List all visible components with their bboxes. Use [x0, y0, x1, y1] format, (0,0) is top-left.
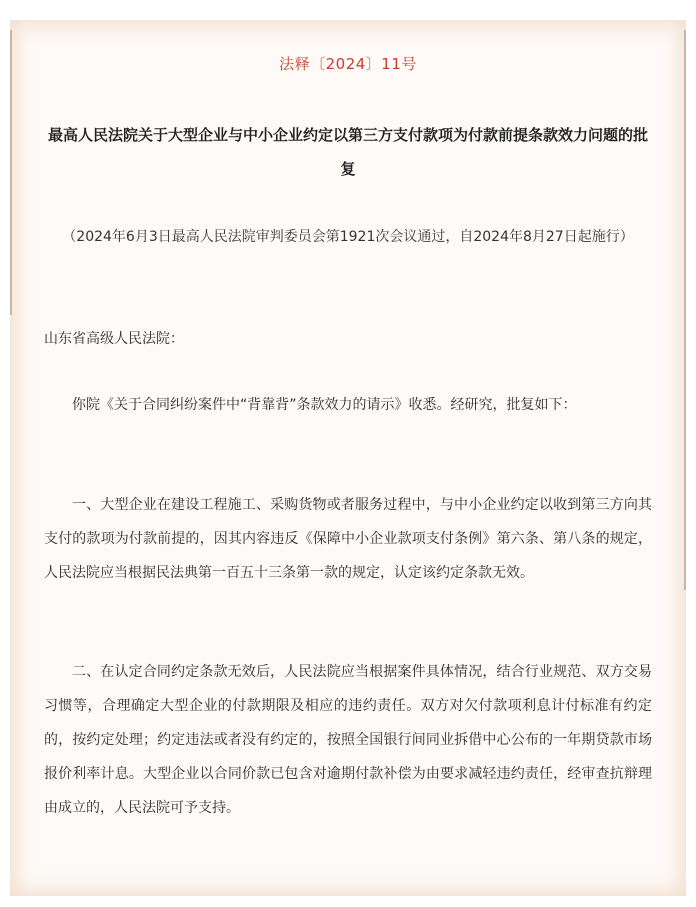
paragraph-one: 一、大型企业在建设工程施工、采购货物或者服务过程中，与中小企业约定以收到第三方向其支付的款项为付款前提的，因其内容违反《保障中小企业款项支付条例》第六条、第八条的规定，人民法院应当根据民法典第一百五十三条第一款的规定，认定该约定条款无效。	[44, 497, 652, 581]
paragraph-intro: 你院《关于合同纠纷案件中“背靠背”条款效力的请示》收悉。经研究，批复如下：	[72, 397, 577, 413]
document-number: 法释〔2024〕11号	[279, 55, 417, 73]
left-edge-line	[10, 30, 12, 315]
addressee: 山东省高级人民法院：	[44, 331, 184, 347]
paragraph-two: 二、在认定合同约定条款无效后，人民法院应当根据案件具体情况，结合行业规范、双方交易习惯等，合理确定大型企业的付款期限及相应的违约责任。双方对欠付款项利息计付标准有约定的，按约定处理；约定违法或者没有约定的，按照全国银行间同业拆借中心公布的一年期贷款市场报价利率计息。大型企业以合同价款已包含对逾期付款补偿为由要求减轻违约责任，经审查抗辩理由成立的，人民法院可予支持。	[44, 664, 652, 816]
document-title: 最高人民法院关于大型企业与中小企业约定以第三方支付款项为付款前提条款效力问题的批复	[47, 126, 648, 178]
adoption-note: （2024年6月3日最高人民法院审判委员会第1921次会议通过，自2024年8月27日起施行）	[62, 229, 634, 245]
right-edge-line	[684, 30, 686, 590]
